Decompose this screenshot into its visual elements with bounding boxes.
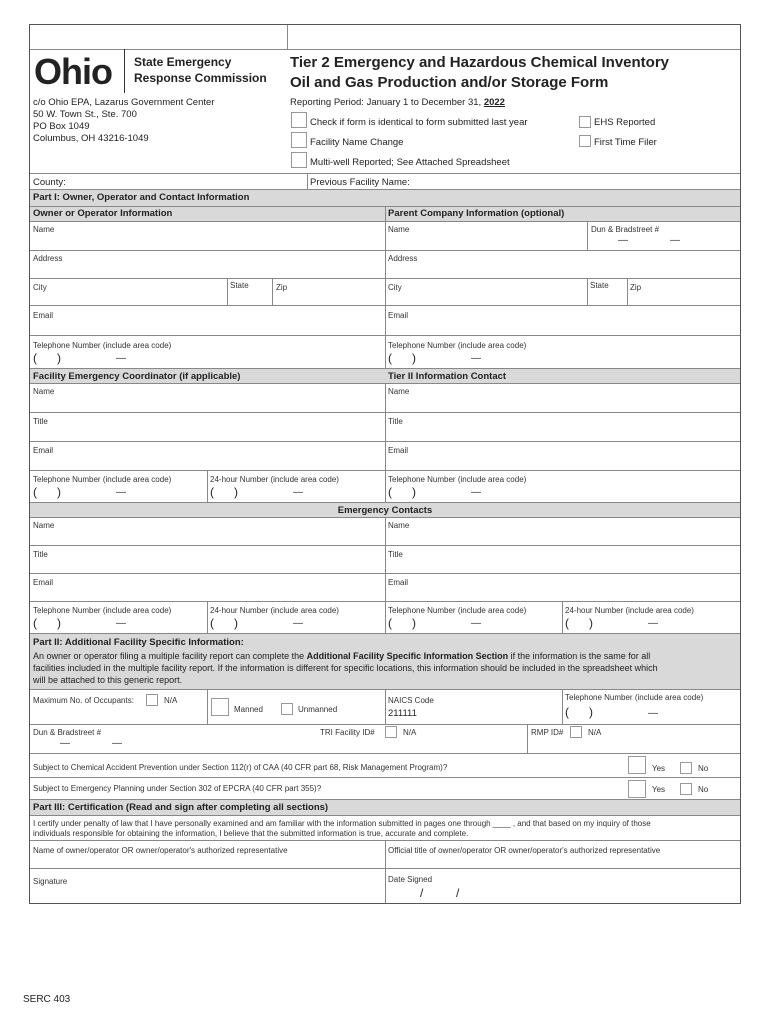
- fec-name-field[interactable]: Name: [33, 387, 55, 396]
- q-302-no-checkbox[interactable]: [680, 783, 692, 795]
- parent-email-field[interactable]: Email: [388, 311, 409, 320]
- signature-field[interactable]: Signature: [33, 877, 68, 886]
- tier2-form: Ohio State Emergency Response Commission Tier 2 Emergency and Hazardous Chemical Inventory Oil and Gas Production and/or Storage Form c/o Ohio EPA, Lazarus Government Center 50 W. Town St., Ste. 700 PO Box 1049 Columbus, OH 43216-1049 Reporting Period: January 1 to December 31, 2022 Check if form is identical to form submitted last year EHS Reported Facility Name Change First Time Filer Multi-well Reported; See Attached Spreadsheet County: Previous Facility Name: Part I: Owner, Operator and Contact Information Owner or Operator Information Parent Company Information (optional) Name Name Dun & Bradstreet # — — Address Address City State Zip City State Zip Email Email Telephone Number (include area code) ( ) — Telephone Number (include area code) ( ) — Facility Emergency Coordinator (if applicable) Tier II Information Contact Name Name Title Title Email Email Telephone Number (include area code) ( ) — 24-hour Number (include area code) ( ) — Telephone Number (include area code) ( ) — Emergency Contacts Name Name Title Title Email Email Telephone Number (include area code) ( ) — 24-hour Number (include area code) ( ) — Telephone Number (include area code) ( ) — 24-hour Number (include area code) ( ) — Part II: Additional Facility Specific Information: An owner or operator filing a multiple facility report can complete the Additional Facility Specific Information Section if the information is the same for all facilities included in the multiple facility report. If the information is different for specific locations, this information should be included in the spreadsheet which will be attached to this generic report. Maximum No. of Occupants: N/A Manned Unmanned NAICS Code 211111 Telephone Number (include area code) ( ) — Dun & Bradstreet # — — TRI Facility ID# N/A RMP ID# N/A Subject to Chemical Accident Prevention under Section 112(r) of CAA (40 CFR part 68, Risk Management Program)? Yes No Subject to Emergency Planning under Section 302 of EPCRA (40 CFR part 355)? Yes No Part III: Certification (Read and sign after completing all sections) I certify under penalty of law that I have personally examined and am familiar with the information submitted in pages one through ____ , and that based on my inquiry of those individuals responsible for obtaining the information, I believe that the submitted information is true, accurate and complete. Name of owner/operator OR owner/operator's authorized representative Official title of owner/operator OR owner/operator's authorized representative Signature Date Signed / /: [29, 24, 741, 904]
- manned-checkbox[interactable]: [211, 698, 229, 716]
- fec-email-field[interactable]: Email: [33, 446, 54, 455]
- facility-dun-field[interactable]: Dun & Bradstreet #: [33, 728, 102, 737]
- owner-name-field[interactable]: Name: [33, 225, 55, 234]
- form-title-line1: Tier 2 Emergency and Hazardous Chemical Inventory: [290, 54, 670, 71]
- naics-label: NAICS Code: [388, 696, 434, 705]
- fec-header: Facility Emergency Coordinator (if applicable): [33, 371, 241, 382]
- identical-form-checkbox[interactable]: [291, 112, 307, 128]
- part3-title: Part III: Certification (Read and sign after completing all sections): [33, 802, 329, 813]
- emergency2-telephone-field[interactable]: Telephone Number (include area code): [388, 606, 527, 615]
- part2-intro-line3: will be attached to this generic report.: [33, 675, 183, 685]
- official-title-field[interactable]: Official title of owner/operator OR owner/operator's authorized representative: [388, 846, 661, 855]
- emergency1-24hour-field[interactable]: 24-hour Number (include area code): [210, 606, 339, 615]
- rmp-id-field[interactable]: RMP ID#: [531, 728, 564, 737]
- parent-address-field[interactable]: Address: [388, 254, 418, 263]
- fec-telephone-field[interactable]: Telephone Number (include area code): [33, 475, 172, 484]
- emergency2-title-field[interactable]: Title: [388, 550, 403, 559]
- owner-telephone-field[interactable]: Telephone Number (include area code): [33, 341, 172, 350]
- certifier-name-field[interactable]: Name of owner/operator OR owner/operator's authorized representative: [33, 846, 288, 855]
- part2-intro-line1: An owner or operator filing a multiple facility report can complete the Additional Facility Specific Information Section if the information is the same for all: [33, 651, 651, 661]
- unmanned-checkbox[interactable]: [281, 703, 293, 715]
- owner-header: Owner or Operator Information: [33, 208, 173, 219]
- parent-name-field[interactable]: Name: [388, 225, 410, 234]
- multiwell-checkbox[interactable]: [291, 152, 307, 168]
- part1-title: Part I: Owner, Operator and Contact Information: [33, 192, 250, 203]
- county-field[interactable]: County:: [33, 177, 66, 188]
- tier2-name-field[interactable]: Name: [388, 387, 410, 396]
- parent-dun-field[interactable]: Dun & Bradstreet #: [591, 225, 660, 234]
- logo-word: Ohio: [34, 51, 112, 92]
- emergency2-name-field[interactable]: Name: [388, 521, 410, 530]
- owner-address-field[interactable]: Address: [33, 254, 63, 263]
- q-112r-label: Subject to Chemical Accident Prevention under Section 112(r) of CAA (40 CFR part 68, Risk Management Program)?: [33, 763, 448, 772]
- date-signed-field[interactable]: Date Signed: [388, 875, 433, 884]
- parent-header: Parent Company Information (optional): [388, 208, 565, 219]
- parent-zip-field[interactable]: Zip: [630, 283, 642, 292]
- facility-name-change-checkbox[interactable]: [291, 132, 307, 148]
- first-time-filer-checkbox[interactable]: [579, 135, 591, 147]
- part2-title: Part II: Additional Facility Specific Information:: [33, 637, 244, 648]
- ohio-logo: [34, 49, 274, 95]
- tri-na-checkbox[interactable]: [385, 726, 397, 738]
- tier2-telephone-field[interactable]: Telephone Number (include area code): [388, 475, 527, 484]
- facility-telephone-field[interactable]: Telephone Number (include area code): [565, 693, 704, 702]
- naics-value[interactable]: 211111: [388, 708, 417, 719]
- cert-line1: I certify under penalty of law that I have personally examined and am familiar with the information submitted in pages one through ____ , and that based on my inquiry of those: [33, 819, 651, 828]
- tier2-contact-header: Tier II Information Contact: [388, 371, 507, 382]
- owner-city-field[interactable]: City: [33, 283, 47, 292]
- q-112r-no-checkbox[interactable]: [680, 762, 692, 774]
- logo-org-line1: State Emergency: [134, 55, 232, 69]
- fec-title-field[interactable]: Title: [33, 417, 48, 426]
- cert-line2: individuals responsible for obtaining the information, I believe that the submitted information is true, accurate and complete.: [33, 829, 469, 838]
- parent-city-field[interactable]: City: [388, 283, 402, 292]
- tier2-email-field[interactable]: Email: [388, 446, 409, 455]
- parent-telephone-field[interactable]: Telephone Number (include area code): [388, 341, 527, 350]
- owner-state-field[interactable]: State: [230, 281, 249, 290]
- rmp-na-checkbox[interactable]: [570, 726, 582, 738]
- emergency2-24hour-field[interactable]: 24-hour Number (include area code): [565, 606, 694, 615]
- max-occupants-na-checkbox[interactable]: [146, 694, 158, 706]
- tier2-title-field[interactable]: Title: [388, 417, 403, 426]
- q-302-label: Subject to Emergency Planning under Section 302 of EPCRA (40 CFR part 355)?: [33, 784, 322, 793]
- reporting-period: Reporting Period: January 1 to December 31, 2022: [290, 97, 505, 108]
- owner-email-field[interactable]: Email: [33, 311, 54, 320]
- emergency1-email-field[interactable]: Email: [33, 578, 54, 587]
- emergency1-telephone-field[interactable]: Telephone Number (include area code): [33, 606, 172, 615]
- emergency1-title-field[interactable]: Title: [33, 550, 48, 559]
- owner-zip-field[interactable]: Zip: [276, 283, 288, 292]
- previous-facility-name-field[interactable]: Previous Facility Name:: [310, 177, 410, 188]
- fec-24hour-field[interactable]: 24-hour Number (include area code): [210, 475, 339, 484]
- form-code: SERC 403: [23, 994, 71, 1005]
- max-occupants-label: Maximum No. of Occupants:: [33, 696, 134, 705]
- q-302-yes-checkbox[interactable]: [628, 780, 646, 798]
- tri-facility-id-field[interactable]: TRI Facility ID#: [320, 728, 375, 737]
- ehs-reported-checkbox[interactable]: [579, 116, 591, 128]
- form-title-line2: Oil and Gas Production and/or Storage Form: [290, 74, 609, 91]
- part2-intro-line2: facilities included in the multiple facility report. If the information is different for specific locations, this information should be included in the spreadsheet which: [33, 663, 658, 673]
- logo-org-line2: Response Commission: [134, 71, 267, 85]
- emergency1-name-field[interactable]: Name: [33, 521, 55, 530]
- emergency-contacts-header: Emergency Contacts: [337, 505, 433, 516]
- emergency2-email-field[interactable]: Email: [388, 578, 409, 587]
- q-112r-yes-checkbox[interactable]: [628, 756, 646, 774]
- parent-state-field[interactable]: State: [590, 281, 609, 290]
